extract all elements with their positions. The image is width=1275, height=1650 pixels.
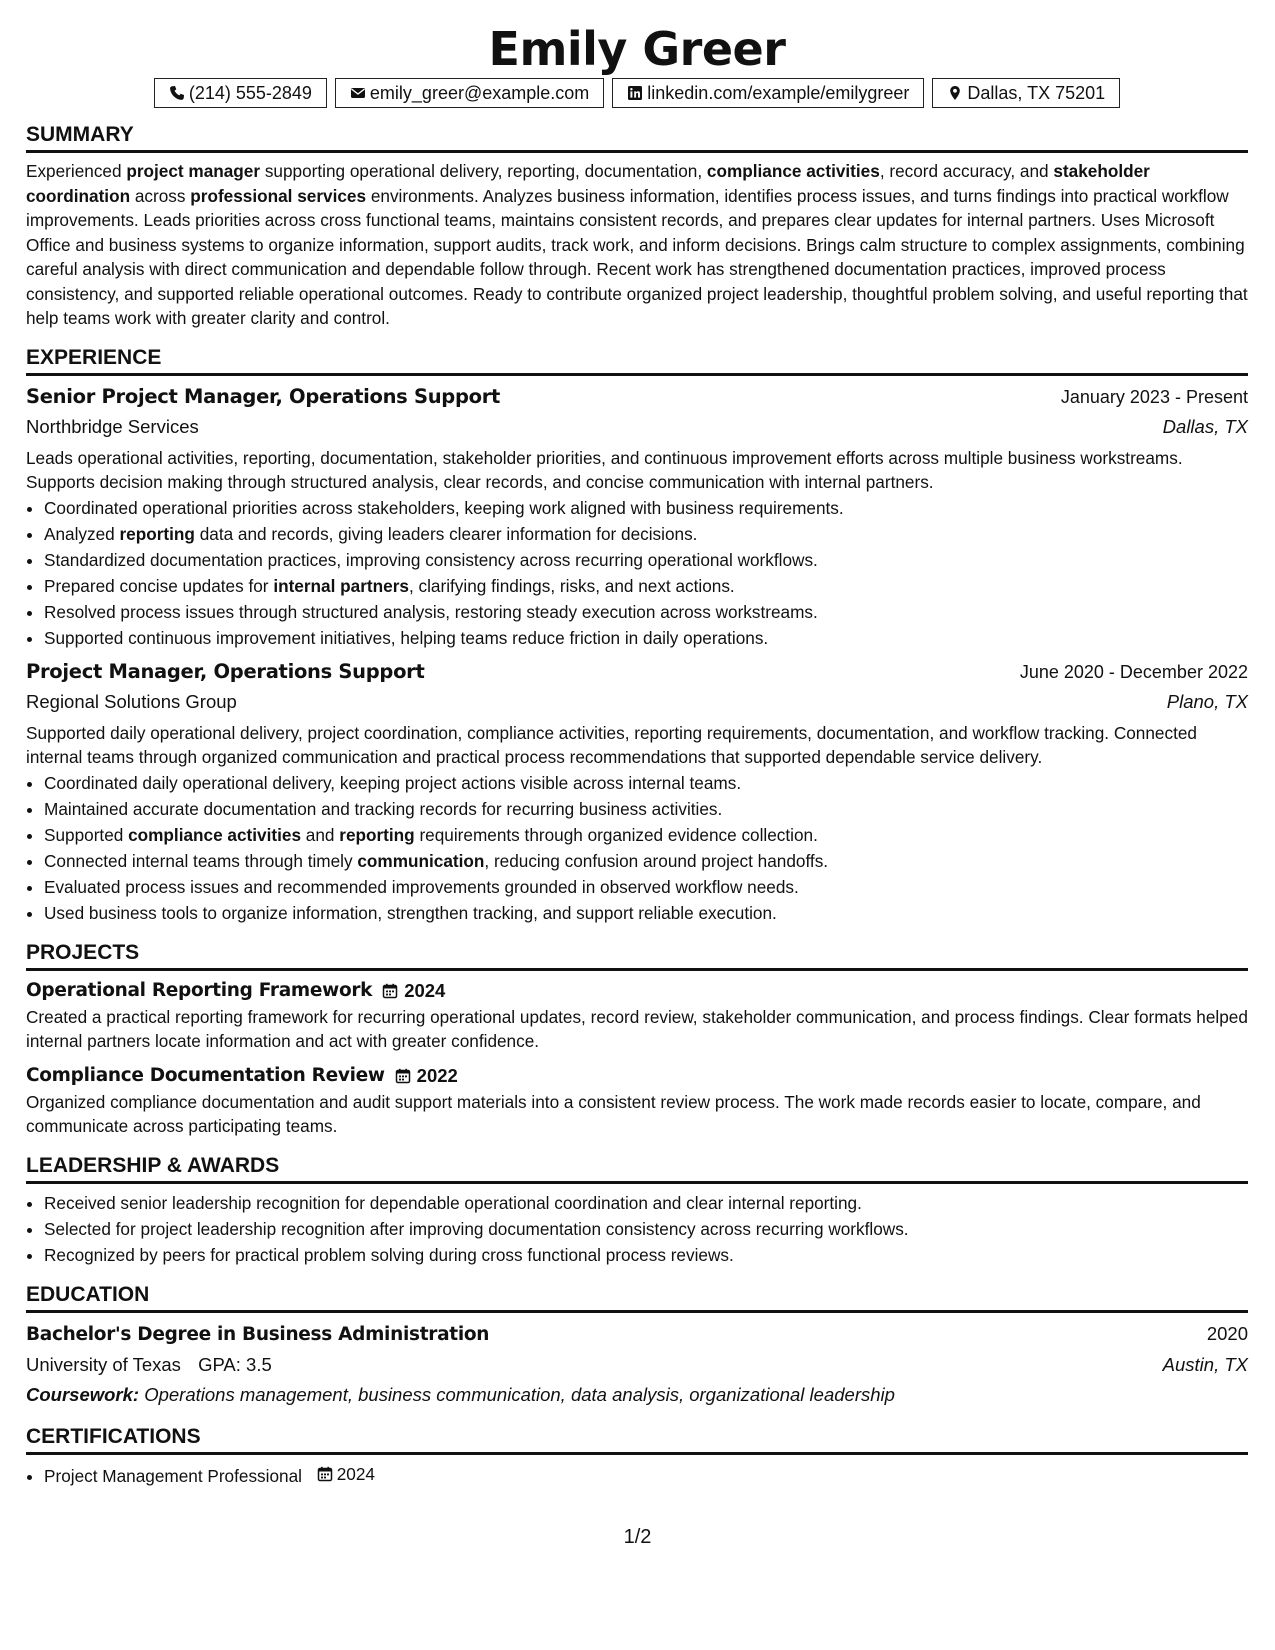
project-title: Compliance Documentation Review: [26, 1064, 385, 1086]
phone-text: (214) 555-2849: [188, 83, 312, 103]
list-item: [44, 547, 1248, 573]
text-run: Resolved process issues through structured analysis, restoring steady execution across workstreams.: [44, 601, 818, 622]
text-run: Supported continuous improvement initiatives, helping teams reduce friction in daily operations.: [44, 627, 769, 648]
list-item: • Recognized by peers for practical problem solving during cross functional process reviews.: [44, 1242, 1248, 1268]
list-item: [44, 848, 1248, 874]
job-entry: [26, 657, 1248, 926]
location-chip[interactable]: [932, 78, 1120, 108]
list-item: [44, 625, 1248, 651]
bold-text: professional services: [190, 185, 367, 206]
job-title: Senior Project Manager, Operations Support: [26, 384, 501, 408]
job-dates: June 2020 - December 2022: [1019, 661, 1248, 682]
map-pin-icon: [947, 85, 963, 101]
project-year: 2024: [404, 979, 446, 1001]
certifications-section: [26, 1424, 1248, 1489]
section-title: CERTIFICATIONS: [26, 1424, 1248, 1455]
list-item: [44, 770, 1248, 796]
job-bullets: [26, 770, 1248, 926]
certification-year: 2024: [336, 1463, 375, 1484]
text-run: Coordinated operational priorities across stakeholders, keeping work aligned with business requirements.: [44, 497, 844, 518]
job-location: Dallas, TX: [1162, 415, 1248, 437]
email-chip[interactable]: [335, 78, 604, 108]
summary-section: [26, 122, 1248, 331]
leadership-section: [26, 1153, 1248, 1268]
bold-text: compliance activities: [128, 824, 302, 845]
text-run: Coordinated daily operational delivery, keeping project actions visible across internal teams.: [44, 772, 742, 793]
text-run: requirements through organized evidence collection.: [414, 824, 818, 845]
education-section: [26, 1282, 1248, 1410]
contact-bar: [26, 78, 1248, 108]
certifications-list: [26, 1461, 1248, 1489]
bold-text: stakeholder coordination: [26, 161, 1150, 206]
summary-text: [26, 159, 1248, 331]
job-bullets: [26, 495, 1248, 651]
list-item: [44, 796, 1248, 822]
job-description: Supported daily operational delivery, project coordination, compliance activities, reporting requirements, documentation, and workflow tracking. Connected internal teams through organized communication and practical process recommendations that supported dependable service delivery.: [26, 722, 1197, 767]
school-name: University of Texas: [26, 1353, 181, 1375]
text-run: environments. Analyzes business information, identifies process issues, and turns findings into practical workflow improvements. Leads priorities across cross functional teams, maintains consistent records, and prepares clear updates for internal partners. Uses Microsoft Office and business systems to organize information, support audits, track work, and inform decisions. Brings calm structure to complex assignments, combining careful analysis with direct communication and dependable follow through. Recent work has strengthened documentation practices, improved process consistency, and supported reliable operational outcomes. Ready to contribute organized project leadership, thoughtful problem solving, and useful reporting that help teams work with greater clarity and control.: [26, 185, 1248, 328]
bold-text: compliance activities: [706, 161, 880, 181]
bold-text: project manager: [126, 161, 261, 181]
gpa: GPA: 3.5: [198, 1353, 272, 1375]
list-item: [44, 495, 1248, 521]
project-entry: [26, 1062, 1248, 1139]
project-entry: [26, 977, 1248, 1054]
list-item: [44, 573, 1248, 599]
linkedin-icon: [627, 85, 643, 101]
list-item: • Selected for project leadership recognition after improving documentation consistency across recurring workflows.: [44, 1216, 1248, 1242]
candidate-name: Emily Greer: [488, 22, 786, 76]
job-location: Plano, TX: [1166, 690, 1248, 712]
job-description: Leads operational activities, reporting, documentation, stakeholder priorities, and continuous improvement efforts across multiple business workstreams. Supports decision making through structured analysis, clear records, and concise communication with internal partners.: [26, 447, 1183, 492]
location-text: Dallas, TX 75201: [967, 83, 1106, 103]
linkedin-chip[interactable]: [612, 78, 924, 108]
company-name: Regional Solutions Group: [26, 690, 237, 712]
school-location: Austin, TX: [1162, 1353, 1248, 1375]
project-year: 2022: [416, 1064, 458, 1086]
text-run: Supported: [44, 824, 129, 845]
coursework-text: Operations management, business communication, data analysis, organizational leadership: [144, 1383, 895, 1405]
text-run: Experienced: [26, 161, 127, 181]
section-title: LEADERSHIP & AWARDS: [26, 1153, 1248, 1184]
job-dates: January 2023 - Present: [1060, 386, 1248, 407]
project-description: Organized compliance documentation and audit support materials into a consistent review process. The work made records easier to locate, compare, and communicate across participating teams.: [26, 1091, 1201, 1136]
text-run: data and records, giving leaders clearer information for decisions.: [194, 523, 698, 544]
coursework-label: Coursework:: [26, 1383, 140, 1405]
text-run: , clarifying findings, risks, and next actions.: [408, 575, 735, 596]
section-title: EXPERIENCE: [26, 345, 1248, 376]
list-item: [44, 521, 1248, 547]
text-run: across: [130, 185, 191, 206]
bold-text: reporting: [119, 523, 195, 544]
phone-chip[interactable]: [154, 78, 327, 108]
text-run: and: [301, 824, 340, 845]
list-item: [44, 874, 1248, 900]
email-text: emily_greer@example.com: [369, 83, 590, 103]
section-title: EDUCATION: [26, 1282, 1248, 1313]
bold-text: communication: [357, 850, 485, 871]
text-run: Analyzed: [44, 523, 120, 544]
bold-text: reporting: [339, 824, 415, 845]
job-entry: [26, 382, 1248, 651]
list-item: [44, 822, 1248, 848]
section-title: SUMMARY: [26, 122, 1248, 153]
graduation-year: 2020: [1206, 1322, 1248, 1344]
projects-section: [26, 940, 1248, 1139]
resume-page: [26, 22, 1248, 1489]
text-run: Prepared concise updates for: [44, 575, 274, 596]
certification-name: Project Management Professional: [44, 1465, 302, 1486]
phone-icon: [169, 85, 185, 101]
text-run: supporting operational delivery, reporting, documentation,: [260, 161, 707, 181]
experience-section: [26, 345, 1248, 926]
linkedin-text: linkedin.com/example/emilygreer: [647, 83, 910, 103]
text-run: Standardized documentation practices, improving consistency across recurring operational workflows.: [44, 549, 818, 570]
bold-text: internal partners: [273, 575, 409, 596]
calendar-icon: [317, 1466, 333, 1482]
text-run: Connected internal teams through timely: [44, 850, 358, 871]
project-description: Created a practical reporting framework for recurring operational updates, record review, stakeholder communication, and process findings. Clear formats helped internal partners locate information and act with greater confidence.: [26, 1006, 1248, 1051]
project-title: Operational Reporting Framework: [26, 979, 373, 1001]
coursework: [26, 1380, 1248, 1410]
job-title: Project Manager, Operations Support: [26, 659, 425, 683]
list-item: • Received senior leadership recognition for dependable operational coordination and clear internal reporting.: [44, 1190, 1248, 1216]
section-title: PROJECTS: [26, 940, 1248, 971]
degree: Bachelor's Degree in Business Administration: [26, 1323, 490, 1345]
envelope-icon: [350, 85, 366, 101]
text-run: , record accuracy, and: [879, 161, 1054, 181]
list-item: [44, 1461, 1248, 1489]
page-number: 1/2: [623, 1526, 652, 1548]
list-item: [44, 599, 1248, 625]
calendar-icon: [395, 1068, 411, 1084]
list-item: [44, 900, 1248, 926]
text-run: Evaluated process issues and recommended improvements grounded in observed workflow needs.: [44, 876, 799, 897]
company-name: Northbridge Services: [26, 415, 199, 437]
calendar-icon: [382, 983, 398, 999]
text-run: , reducing confusion around project handoffs.: [484, 850, 829, 871]
leadership-list: [26, 1190, 1248, 1268]
text-run: Maintained accurate documentation and tracking records for recurring business activities.: [44, 798, 723, 819]
text-run: Used business tools to organize information, strengthen tracking, and support reliable execution.: [44, 902, 777, 923]
